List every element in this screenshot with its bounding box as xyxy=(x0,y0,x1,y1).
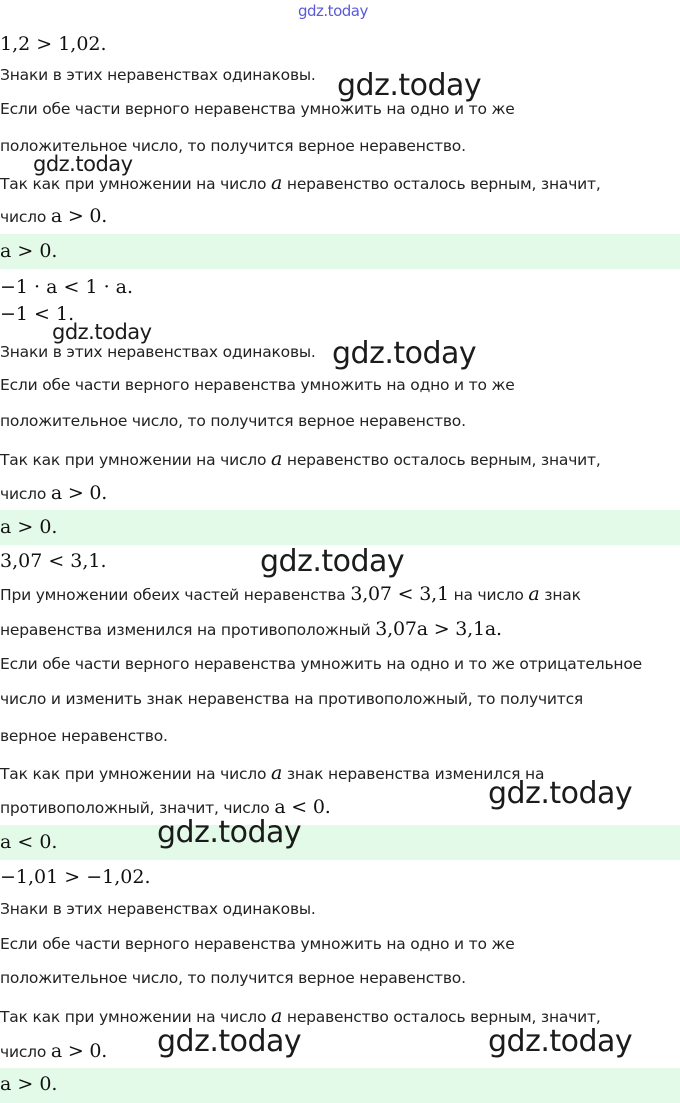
watermark: gdz.today xyxy=(260,544,405,579)
math-variable: a xyxy=(271,448,283,470)
math-variable: a xyxy=(528,583,540,605)
math-variable: a xyxy=(271,762,283,784)
conclusion-text: неравенство осталось верным, значит, xyxy=(286,175,601,193)
watermark: gdz.today xyxy=(298,2,368,20)
math-expression: a > 0. xyxy=(50,1040,108,1062)
watermark: gdz.today xyxy=(488,1024,633,1059)
text-line xyxy=(0,618,680,640)
answer-text: a > 0. xyxy=(0,1073,58,1095)
text-line: Если обе части верного неравенства умножить на одно и то же отрицательное xyxy=(0,655,642,673)
text-line: Если обе части верного неравенства умножить на одно и то же xyxy=(0,935,515,953)
conclusion-line xyxy=(0,448,680,470)
inequality-heading: 3,07 < 3,1. xyxy=(0,550,107,572)
answer-text: a > 0. xyxy=(0,240,58,262)
watermark: gdz.today xyxy=(332,336,477,371)
text-line: положительное число, то получится верное неравенство. xyxy=(0,969,466,987)
paragraph-text: При умножении обеих частей неравенства xyxy=(0,586,346,604)
math-variable: a xyxy=(271,1005,283,1027)
conclusion-text: Так как при умножении на число xyxy=(0,175,267,193)
math-expression: a > 0. xyxy=(50,205,108,227)
paragraph-text: неравенства изменился на противоположный xyxy=(0,621,371,639)
math-expression: a > 0. xyxy=(50,482,108,504)
text-line: число и изменить знак неравенства на противоположный, то получится xyxy=(0,690,584,708)
text-line: верное неравенство. xyxy=(0,727,168,745)
watermark: gdz.today xyxy=(488,776,633,811)
math-expression: a < 0. xyxy=(274,796,331,818)
inequality-heading: −1,01 > −1,02. xyxy=(0,866,151,888)
text-line: Знаки в этих неравенствах одинаковы. xyxy=(0,66,316,84)
answer-text: a < 0. xyxy=(0,831,58,853)
answer-text: a > 0. xyxy=(0,516,58,538)
inequality-heading: −1 < 1. xyxy=(0,303,75,325)
text-line: положительное число, то получится верное неравенство. xyxy=(0,137,466,155)
math-variable: a xyxy=(271,172,283,194)
paragraph-text: на число xyxy=(453,586,524,604)
text-line: Знаки в этих неравенствах одинаковы. xyxy=(0,343,316,361)
watermark: gdz.today xyxy=(337,68,482,103)
text-line: Знаки в этих неравенствах одинаковы. xyxy=(0,900,316,918)
conclusion-text: Так как при умножении на число xyxy=(0,765,267,783)
conclusion-line xyxy=(0,482,680,504)
conclusion-text: знак неравенства изменился на xyxy=(286,765,545,783)
text-line: Если обе части верного неравенства умножить на одно и то же xyxy=(0,100,515,118)
watermark: gdz.today xyxy=(157,815,302,850)
conclusion-text: неравенство осталось верным, значит, xyxy=(286,1008,601,1026)
watermark: gdz.today xyxy=(52,320,152,344)
conclusion-text: число xyxy=(0,1043,47,1061)
conclusion-text: число xyxy=(0,485,47,503)
conclusion-text: Так как при умножении на число xyxy=(0,1008,267,1026)
paragraph-text: знак xyxy=(544,586,581,604)
watermark: gdz.today xyxy=(157,1024,302,1059)
conclusion-text: противоположный, значит, число xyxy=(0,799,270,817)
conclusion-text: Так как при умножении на число xyxy=(0,451,267,469)
conclusion-text: число xyxy=(0,208,47,226)
text-line xyxy=(0,583,680,605)
watermark: gdz.today xyxy=(33,152,133,176)
math-expression: 3,07a > 3,1a. xyxy=(375,618,502,640)
text-line: Если обе части верного неравенства умножить на одно и то же xyxy=(0,376,515,394)
inequality-heading: 1,2 > 1,02. xyxy=(0,33,107,55)
math-expression: 3,07 < 3,1 xyxy=(350,583,449,605)
inequality-heading: −1 · a < 1 · a. xyxy=(0,276,134,298)
conclusion-text: неравенство осталось верным, значит, xyxy=(286,451,601,469)
text-line: положительное число, то получится верное неравенство. xyxy=(0,412,466,430)
conclusion-line xyxy=(0,205,680,227)
